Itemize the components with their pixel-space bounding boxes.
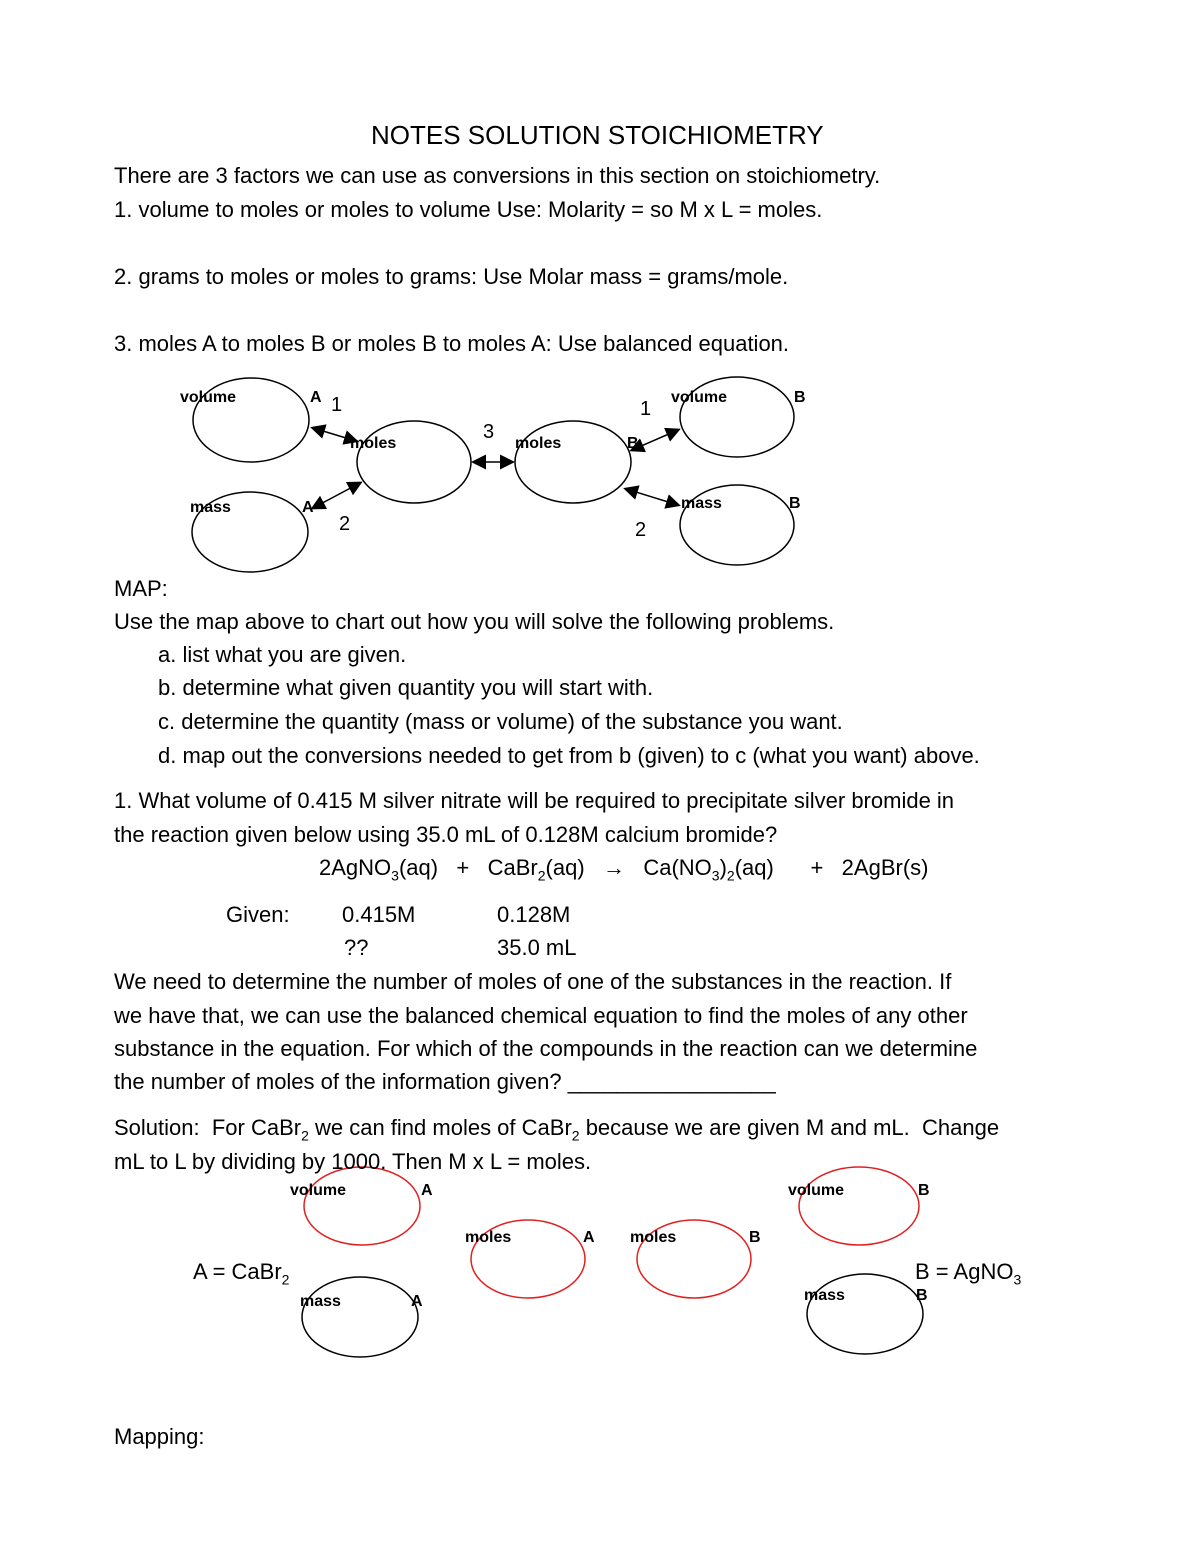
page-title: NOTES SOLUTION STOICHIOMETRY bbox=[371, 120, 824, 150]
volume-b-circle-2 bbox=[799, 1167, 919, 1245]
label2-b-mid: B bbox=[749, 1229, 761, 1246]
intro-text: There are 3 factors we can use as conversions in this section on stoichiometry. bbox=[114, 163, 881, 188]
label2-a-mid: A bbox=[583, 1229, 595, 1246]
map-heading: MAP: bbox=[114, 576, 168, 601]
mass-a-circle-2 bbox=[302, 1277, 418, 1357]
number-2-right: 2 bbox=[635, 519, 647, 541]
label-moles-b: moles bbox=[515, 435, 562, 452]
label-mass-b: mass bbox=[681, 495, 722, 512]
label-mass-a: mass bbox=[190, 499, 231, 516]
label-b-2: B bbox=[789, 495, 801, 512]
a-equals-cabr2: A = CaBr$_2$ bbox=[193, 1259, 290, 1288]
arrow-moles-b-volume-b bbox=[632, 430, 678, 450]
label2-b-2: B bbox=[916, 1287, 928, 1304]
number-1-left: 1 bbox=[331, 394, 343, 416]
label2-moles-b: moles bbox=[630, 1229, 677, 1246]
problem-line-2: the reaction given below using 35.0 mL of 0.128M calcium bromide? bbox=[114, 822, 778, 847]
label-volume-a: volume bbox=[180, 389, 237, 406]
arrow-moles-b-mass-b bbox=[626, 489, 678, 505]
number-1-right: 1 bbox=[640, 398, 652, 420]
paragraph-line-4: the number of moles of the information given? _________________ bbox=[114, 1069, 776, 1094]
label-moles-a: moles bbox=[350, 435, 397, 452]
arrow-mass-a-moles-a bbox=[313, 483, 360, 508]
factor-3: 3. moles A to moles B or moles B to moles A: Use balanced equation. bbox=[114, 331, 790, 356]
given-agno3-molarity: 0.415M bbox=[342, 902, 416, 927]
number-2-left: 2 bbox=[339, 513, 351, 535]
step-a: a. list what you are given. bbox=[158, 642, 407, 667]
factor-1: 1. volume to moles or moles to volume Use: Molarity = so M x L = moles. bbox=[114, 197, 823, 222]
given-cabr2-molarity: 0.128M bbox=[497, 902, 571, 927]
step-c: c. determine the quantity (mass or volume) of the substance you want. bbox=[158, 709, 843, 734]
moles-a-circle bbox=[357, 421, 471, 503]
label2-a-2: A bbox=[411, 1293, 423, 1310]
label-a-2: A bbox=[302, 499, 314, 516]
label-b-1: B bbox=[794, 389, 806, 406]
moles-b-circle bbox=[515, 421, 631, 503]
factor-2: 2. grams to moles or moles to grams: Use Molar mass = grams/mole. bbox=[114, 264, 789, 289]
given-cabr2-volume: 35.0 mL bbox=[497, 935, 577, 960]
step-d: d. map out the conversions needed to get from b (given) to c (what you want) above. bbox=[158, 743, 980, 768]
problem-line-1: 1. What volume of 0.415 M silver nitrate will be required to precipitate silver bromide in bbox=[114, 788, 955, 813]
label-volume-b: volume bbox=[671, 389, 728, 406]
mass-b-circle-2 bbox=[807, 1274, 923, 1354]
label2-mass-b: mass bbox=[804, 1287, 845, 1304]
mapping-heading: Mapping: bbox=[114, 1424, 205, 1449]
paragraph-line-1: We need to determine the number of moles of one of the substances in the reaction. If bbox=[114, 969, 952, 994]
map-instruction: Use the map above to chart out how you will solve the following problems. bbox=[114, 609, 835, 634]
solution-line-1: Solution: For CaBr$_2$ we can find moles of CaBr$_2$ because we are given M and mL. Change bbox=[114, 1115, 1000, 1144]
paragraph-line-3: substance in the equation. For which of the compounds in the reaction can we determine bbox=[114, 1036, 978, 1061]
label2-mass-a: mass bbox=[300, 1293, 341, 1310]
label2-volume-b: volume bbox=[788, 1182, 845, 1199]
b-equals-agno3: B = AgNO$_3$ bbox=[915, 1259, 1022, 1288]
balanced-equation: 2AgNO$_3$(aq) + CaBr$_2$(aq) → $Ca(NO_3)_2(aq)$ + 2AgBr(s) bbox=[319, 855, 929, 884]
given-agno3-volume: ?? bbox=[344, 935, 369, 960]
given-label: Given: bbox=[226, 902, 290, 927]
label-a-1: A bbox=[310, 389, 322, 406]
paragraph-line-2: we have that, we can use the balanced chemical equation to find the moles of any other bbox=[114, 1003, 968, 1028]
solution-line-2: mL to L by dividing by 1000. Then M x L = moles. bbox=[114, 1149, 592, 1174]
label2-volume-a: volume bbox=[290, 1182, 347, 1199]
label2-b-1: B bbox=[918, 1182, 930, 1199]
label2-moles-a: moles bbox=[465, 1229, 512, 1246]
step-b: b. determine what given quantity you will start with. bbox=[158, 675, 654, 700]
label2-a-1: A bbox=[421, 1182, 433, 1199]
volume-a-circle-2 bbox=[304, 1167, 420, 1245]
label-b-mid: B bbox=[627, 435, 639, 452]
number-3: 3 bbox=[483, 421, 495, 443]
